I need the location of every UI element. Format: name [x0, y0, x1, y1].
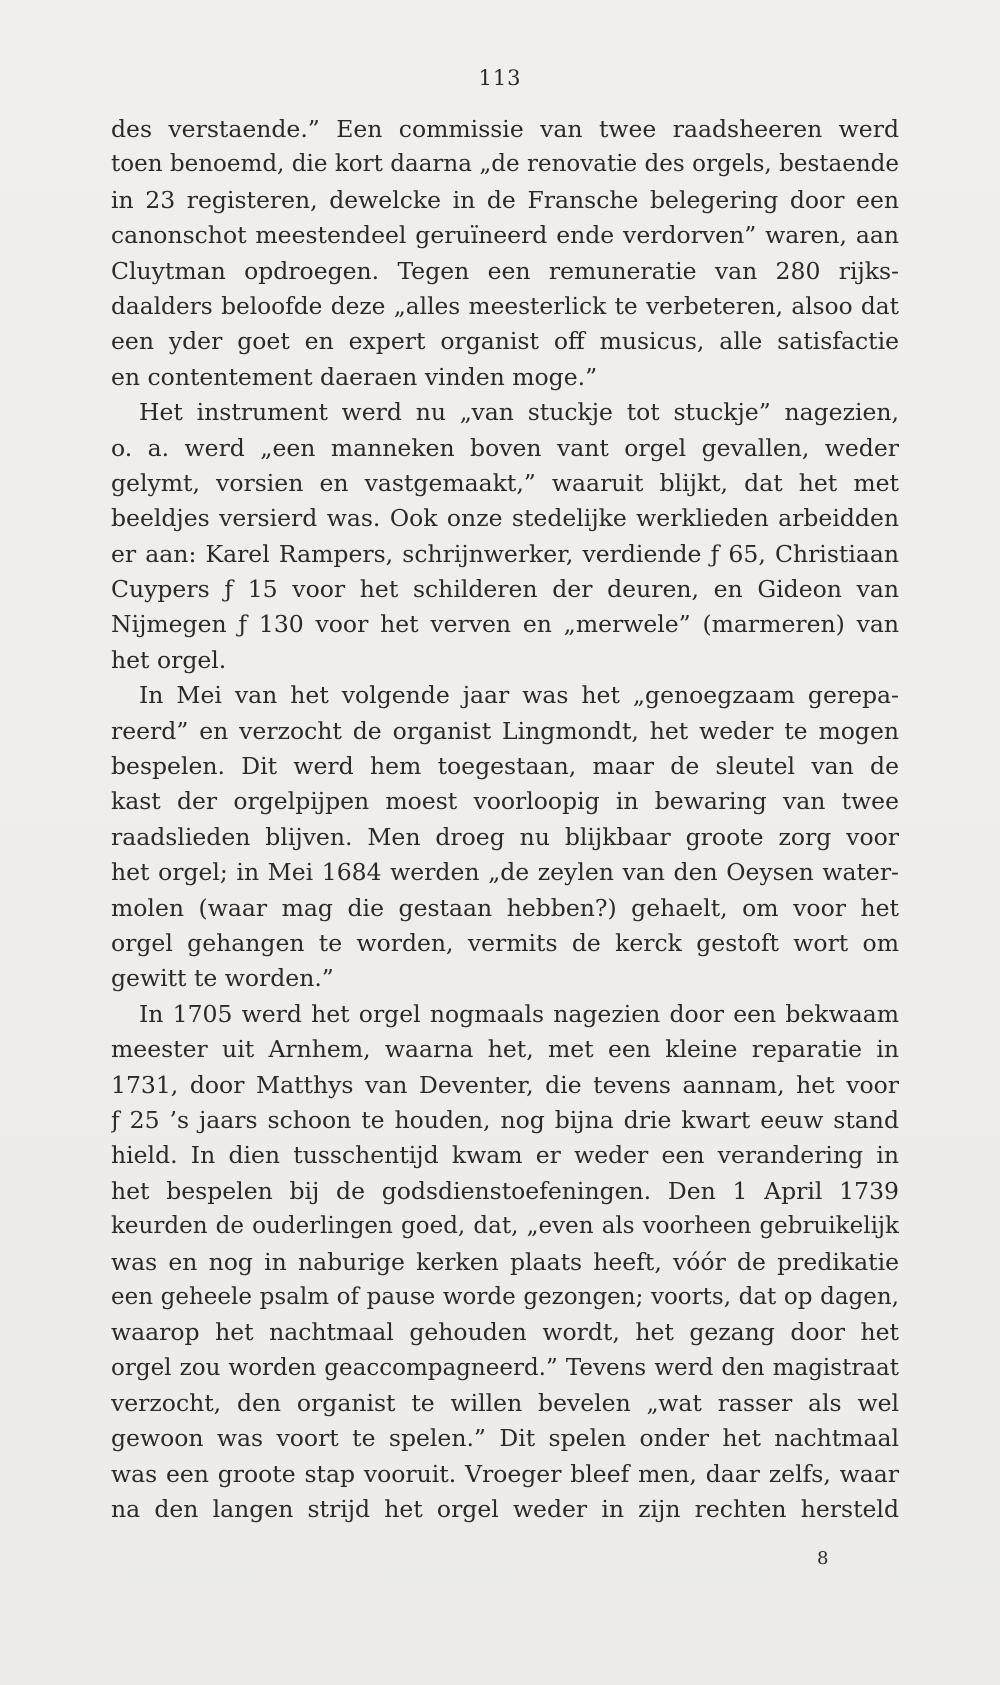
text-line: gelymt, vorsien en vastgemaakt,” waaruit blijkt, dat het met: [111, 468, 899, 497]
text-line: raadslieden blijven. Men droeg nu blijkbaar groote zorg voor: [111, 822, 899, 851]
text-line: er aan: Karel Rampers, schrijnwerker, verdiende ƒ 65, Christiaan: [111, 539, 899, 568]
text-line: 1731, door Matthys van Deventer, die tevens aannam, het voor: [111, 1070, 899, 1099]
text-line: was en nog in naburige kerken plaats heeft, vóór de predikatie: [111, 1247, 899, 1276]
text-line: toen benoemd, die kort daarna „de renovatie des orgels, bestaende: [111, 151, 899, 178]
text-line: een geheele psalm of pause worde gezongen; voorts, dat op dagen,: [111, 1283, 899, 1310]
text-line: na den langen strijd het orgel weder in zijn rechten hersteld: [111, 1495, 899, 1524]
text-line: het orgel.: [111, 645, 227, 674]
text-line: ƒ 25 ’s jaars schoon te houden, nog bijna drie kwart eeuw stand: [111, 1105, 899, 1134]
text-line: In 1705 werd het orgel nogmaals nagezien door een bekwaam: [139, 999, 899, 1028]
text-line: beeldjes versierd was. Ook onze stedelijke werklieden arbeidden: [111, 504, 899, 533]
text-line: bespelen. Dit werd hem toegestaan, maar de sleutel van de: [111, 752, 899, 781]
text-line: Het instrument werd nu „van stuckje tot stuckje” nagezien,: [139, 398, 899, 427]
text-line: en contentement daeraen vinden moge.”: [111, 362, 598, 391]
text-line: orgel gehangen te worden, vermits de kerck gestoft wort om: [111, 928, 899, 957]
text-line: Cluytman opdroegen. Tegen een remuneratie van 280 rijks-: [111, 256, 899, 285]
text-line: gewitt te worden.”: [111, 964, 334, 993]
signature-mark: 8: [817, 1548, 829, 1569]
text-line: keurden de ouderlingen goed, dat, „even als voorheen gebruikelijk: [111, 1213, 899, 1240]
text-line: orgel zou worden geaccompagneerd.” Tevens werd den magistraat: [111, 1354, 899, 1381]
text-line: reerd” en verzocht de organist Lingmondt, het weder te mogen: [111, 716, 899, 745]
text-line: het bespelen bij de godsdienstoefeningen. Den 1 April 1739: [111, 1176, 899, 1205]
text-line: Cuypers ƒ 15 voor het schilderen der deuren, en Gideon van: [111, 575, 899, 604]
text-line: waarop het nachtmaal gehouden wordt, het gezang door het: [111, 1318, 899, 1347]
text-line: kast der orgelpijpen moest voorloopig in bewaring van twee: [111, 787, 899, 816]
text-line: Nijmegen ƒ 130 voor het verven en „merwele” (marmeren) van: [111, 610, 899, 639]
text-line: een yder goet en expert organist off musicus, alle satisfactie: [111, 327, 899, 356]
text-line: hield. In dien tusschentijd kwam er weder een verandering in: [111, 1141, 899, 1170]
text-line: het orgel; in Mei 1684 werden „de zeylen van den Oeysen water-: [111, 858, 899, 887]
text-line: in 23 registeren, dewelcke in de Fransche belegering door een: [111, 185, 899, 214]
text-line: verzocht, den organist te willen bevelen „wat rasser als wel: [111, 1389, 899, 1418]
text-line: molen (waar mag die gestaan hebben?) gehaelt, om voor het: [111, 893, 899, 922]
text-line: was een groote stap vooruit. Vroeger bleef men, daar zelfs, waar: [111, 1459, 899, 1488]
text-line: In Mei van het volgende jaar was het „genoegzaam gerepa-: [139, 681, 899, 710]
page-number: 113: [478, 66, 522, 90]
text-line: gewoon was voort te spelen.” Dit spelen onder het nachtmaal: [111, 1424, 899, 1453]
text-line: meester uit Arnhem, waarna het, met een kleine reparatie in: [111, 1035, 899, 1064]
body-text: [111, 112, 899, 1528]
text-line: daalders beloofde deze „alles meesterlick te verbeteren, alsoo dat: [111, 292, 899, 320]
text-line: des verstaende.” Een commissie van twee raadsheeren werd: [111, 115, 899, 143]
text-line: canonschot meestendeel geruïneerd ende verdorven” waren, aan: [111, 221, 899, 250]
text-line: o. a. werd „een manneken boven vant orgel gevallen, weder: [111, 433, 899, 462]
